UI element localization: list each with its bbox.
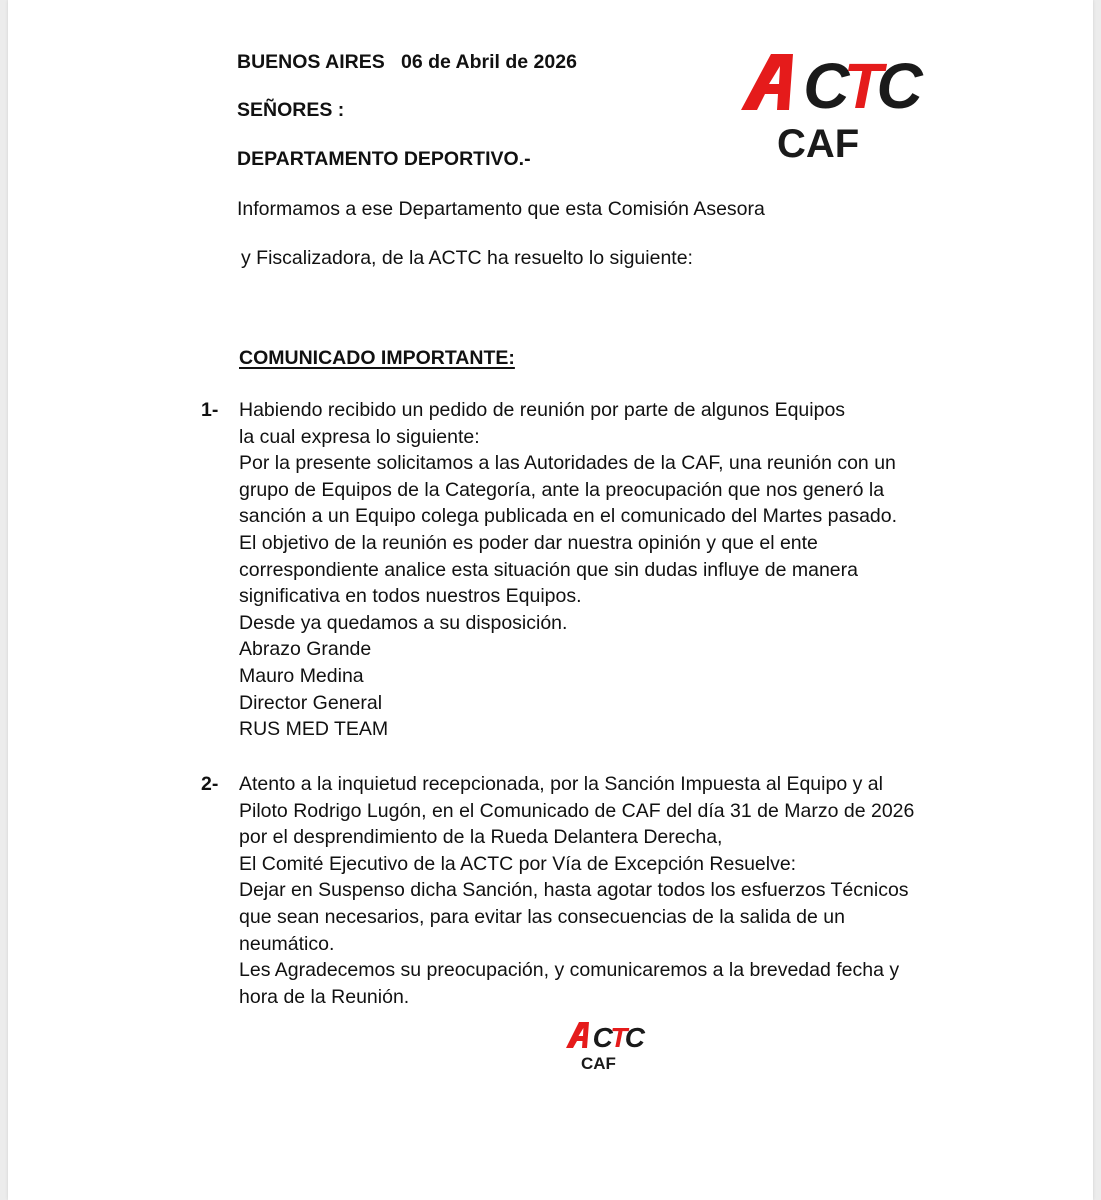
city-date: BUENOS AIRES 06 de Abril de 2026	[237, 51, 577, 73]
intro-line-1: Informamos a ese Departamento que esta Comisión Asesora	[237, 198, 765, 220]
item-2-text	[239, 771, 914, 1010]
logo-actc-text: ACTC	[763, 50, 917, 122]
item-1-text	[239, 397, 897, 743]
logo-small-actc-text: ACTC	[575, 1022, 643, 1053]
addressee: SEÑORES :	[237, 99, 345, 121]
department: DEPARTAMENTO DEPORTIVO.-	[237, 148, 531, 170]
item-1-line: Desde ya quedamos a su disposición.	[239, 611, 568, 634]
item-1-line: la cual expresa lo siguiente:	[239, 425, 480, 448]
item-1-line: Habiendo recibido un pedido de reunión por parte de algunos Equipos	[239, 399, 846, 421]
item-number-1: 1-	[201, 399, 219, 421]
item-2-line: que sean necesarios, para evitar las consecuencias de la salida de un	[239, 905, 845, 928]
item-1-line: significativa en todos nuestros Equipos.	[239, 585, 582, 608]
item-number-2: 2-	[201, 773, 219, 795]
item-1-line: Director General	[239, 691, 383, 714]
item-1-line: Por la presente solicitamos a las Autoridades de la CAF, una reunión con un	[239, 452, 896, 475]
item-2-line: El Comité Ejecutivo de la ACTC por Vía de Excepción Resuelve:	[239, 852, 797, 875]
item-2-line: Les Agradecemos su preocupación, y comunicaremos a la brevedad fecha y	[239, 959, 900, 982]
logo-small-caf-text: CAF	[581, 1054, 616, 1073]
item-1-line: RUS MED TEAM	[239, 718, 389, 741]
document-page	[8, 0, 1093, 1200]
item-1-line: grupo de Equipos de la Categoría, ante la preocupación que nos generó la	[239, 478, 885, 501]
intro-line-2: y Fiscalizadora, de la ACTC ha resuelto lo siguiente:	[241, 247, 693, 269]
item-1-line: Mauro Medina	[239, 664, 364, 687]
logo-caf-text: CAF	[777, 122, 860, 166]
item-1-line: Abrazo Grande	[239, 638, 372, 661]
item-1-line: correspondiente analice esta situación que sin dudas influye de manera	[239, 558, 858, 581]
actc-caf-logo	[741, 48, 917, 166]
notice-title: COMUNICADO IMPORTANTE:	[239, 347, 515, 369]
item-2-line: neumático.	[239, 932, 335, 955]
item-2-line: hora de la Reunión.	[239, 985, 410, 1008]
actc-caf-logo-small	[566, 1020, 643, 1073]
item-2-line: Piloto Rodrigo Lugón, en el Comunicado de CAF del día 31 de Marzo de 2026	[239, 799, 915, 822]
item-2-line: Dejar en Suspenso dicha Sanción, hasta agotar todos los esfuerzos Técnicos	[239, 879, 909, 902]
item-1-line: sanción a un Equipo colega publicada en el comunicado del Martes pasado.	[239, 505, 898, 528]
item-2-line: Atento a la inquietud recepcionada, por la Sanción Impuesta al Equipo y al	[239, 773, 883, 795]
item-2-line: por el desprendimiento de la Rueda Delantera Derecha,	[239, 826, 723, 849]
item-1-line: El objetivo de la reunión es poder dar nuestra opinión y que el ente	[239, 531, 818, 554]
